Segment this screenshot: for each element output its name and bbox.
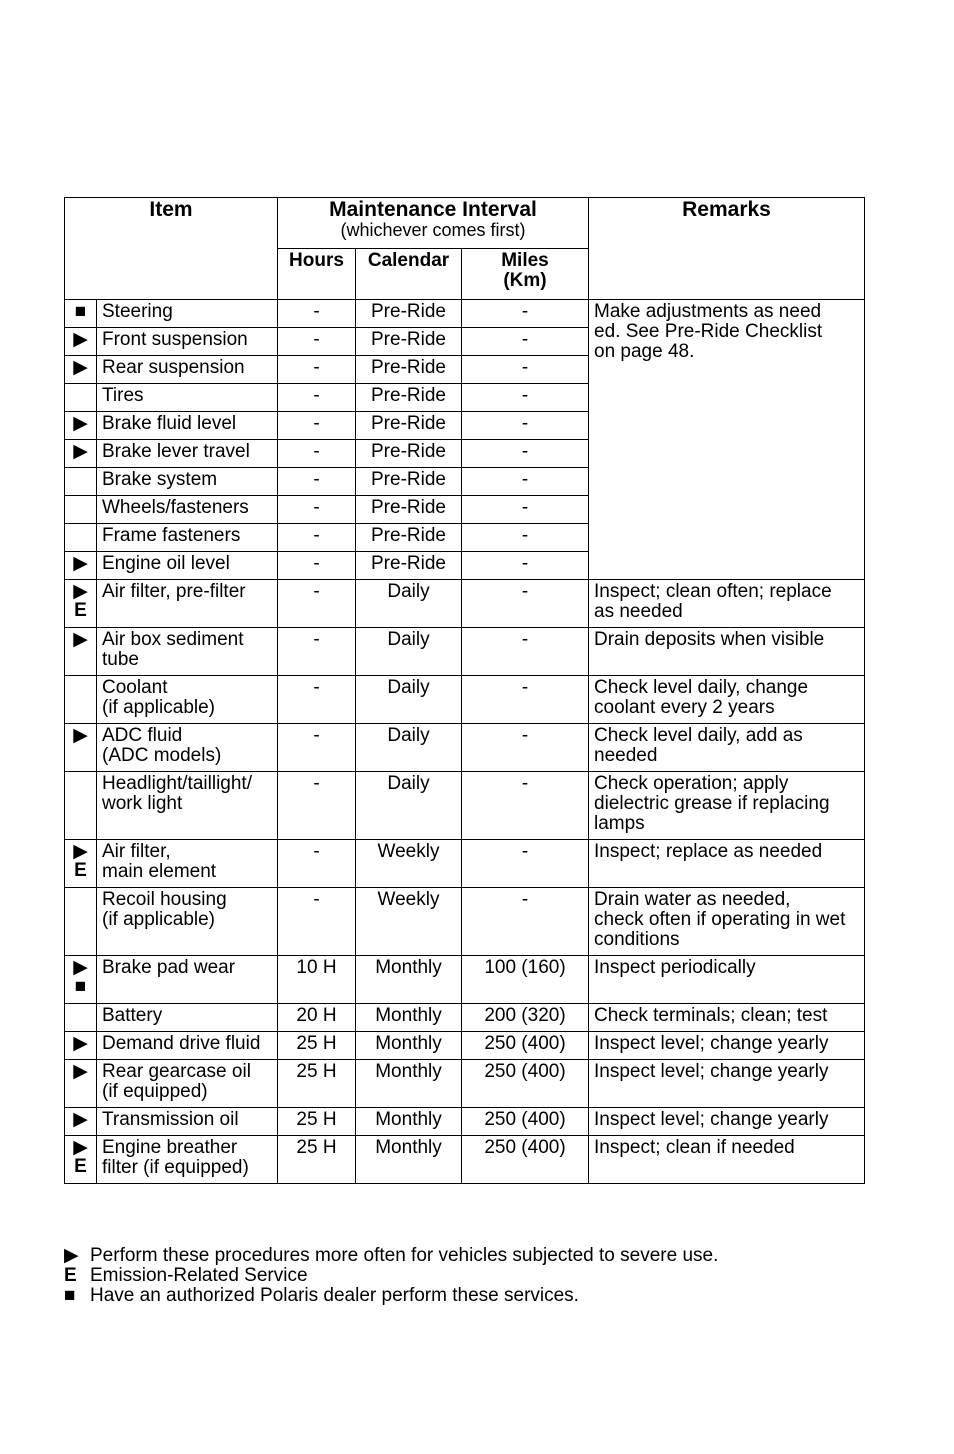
row-symbol-icon: ▶: [73, 629, 88, 650]
row-item: Air filter, pre-filter: [97, 580, 278, 628]
row-miles: -: [462, 300, 589, 328]
row-symbol: [65, 356, 97, 384]
row-symbol: [65, 676, 97, 724]
legend-item-severe-use: [64, 1246, 718, 1266]
row-symbol-icon: ▶: [73, 357, 88, 378]
row-symbol-icon: ▶: [73, 1033, 88, 1054]
row-symbol: [65, 412, 97, 440]
row-item: ADC fluid (ADC models): [97, 724, 278, 772]
row-hours: -: [278, 328, 356, 356]
row-calendar: Pre-Ride: [356, 524, 462, 552]
row-calendar: Monthly: [356, 1060, 462, 1108]
row-symbol: [65, 468, 97, 496]
row-symbol-icon: ▶: [73, 441, 88, 462]
row-remarks: Check level daily, add as needed: [589, 724, 865, 772]
row-calendar: Pre-Ride: [356, 384, 462, 412]
table-row: [65, 1004, 865, 1032]
row-hours: 10 H: [278, 956, 356, 1004]
row-symbol: [65, 1136, 97, 1184]
row-calendar: Pre-Ride: [356, 328, 462, 356]
row-hours: -: [278, 356, 356, 384]
row-hours: -: [278, 888, 356, 956]
table-row: [65, 772, 865, 840]
row-symbol-icon: ▶: [73, 553, 88, 574]
header-item: Item: [65, 198, 278, 300]
row-item: Brake fluid level: [97, 412, 278, 440]
row-remarks: Inspect level; change yearly: [589, 1032, 865, 1060]
row-miles: -: [462, 328, 589, 356]
row-calendar: Pre-Ride: [356, 440, 462, 468]
row-item: Steering: [97, 300, 278, 328]
row-miles: 250 (400): [462, 1108, 589, 1136]
table-row: [65, 300, 865, 328]
row-item: Engine oil level: [97, 552, 278, 580]
table-row: [65, 1032, 865, 1060]
row-symbol: [65, 328, 97, 356]
row-calendar: Pre-Ride: [356, 468, 462, 496]
row-remarks: Inspect; replace as needed: [589, 840, 865, 888]
row-symbol: [65, 384, 97, 412]
row-miles: 250 (400): [462, 1032, 589, 1060]
row-calendar: Pre-Ride: [356, 552, 462, 580]
row-hours: -: [278, 524, 356, 552]
row-miles: -: [462, 384, 589, 412]
row-item: Transmission oil: [97, 1108, 278, 1136]
row-hours: -: [278, 724, 356, 772]
row-item: Brake system: [97, 468, 278, 496]
header-interval-note: (whichever comes first): [340, 220, 526, 240]
row-hours: -: [278, 628, 356, 676]
row-hours: -: [278, 440, 356, 468]
row-calendar: Monthly: [356, 956, 462, 1004]
row-miles: -: [462, 580, 589, 628]
row-remarks: Inspect periodically: [589, 956, 865, 1004]
row-miles: -: [462, 356, 589, 384]
row-hours: -: [278, 384, 356, 412]
row-hours: -: [278, 676, 356, 724]
row-miles: -: [462, 724, 589, 772]
table-row: [65, 580, 865, 628]
legend: [64, 1246, 718, 1306]
legend-item-emission: [64, 1266, 718, 1286]
table-row: [65, 724, 865, 772]
row-calendar: Daily: [356, 724, 462, 772]
row-calendar: Daily: [356, 772, 462, 840]
row-calendar: Monthly: [356, 1136, 462, 1184]
row-hours: -: [278, 412, 356, 440]
row-symbol-icon: ■: [74, 301, 87, 322]
row-calendar: Pre-Ride: [356, 412, 462, 440]
row-symbol-icon: ▶: [73, 329, 88, 350]
row-symbol-icon: ▶: [73, 413, 88, 434]
row-symbol: [65, 524, 97, 552]
row-miles: -: [462, 772, 589, 840]
row-symbol-icon: ▶: [73, 841, 88, 862]
legend-text: Perform these procedures more often for vehicles subjected to severe use.: [90, 1245, 719, 1266]
row-hours: 25 H: [278, 1032, 356, 1060]
maintenance-table: [64, 197, 865, 1184]
row-symbol: [65, 724, 97, 772]
row-miles: -: [462, 412, 589, 440]
row-miles: 250 (400): [462, 1060, 589, 1108]
row-hours: -: [278, 772, 356, 840]
row-remarks: Inspect level; change yearly: [589, 1060, 865, 1108]
row-miles: -: [462, 628, 589, 676]
row-item: Brake lever travel: [97, 440, 278, 468]
square-icon: ■: [64, 1285, 76, 1306]
row-symbol-icon: ▶: [73, 581, 88, 602]
row-item: Tires: [97, 384, 278, 412]
table-row: [65, 840, 865, 888]
row-item: Rear suspension: [97, 356, 278, 384]
row-symbol: [65, 580, 97, 628]
row-miles: -: [462, 524, 589, 552]
row-item: Wheels/fasteners: [97, 496, 278, 524]
row-item: Coolant (if applicable): [97, 676, 278, 724]
row-miles: 200 (320): [462, 1004, 589, 1032]
row-hours: -: [278, 580, 356, 628]
row-miles: -: [462, 440, 589, 468]
row-remarks: Check operation; apply dielectric grease if replacing lamps: [589, 772, 865, 840]
row-remarks-preride: Make adjustments as need ed. See Pre-Ride Checklist on page 48.: [589, 300, 865, 580]
row-symbol: [65, 1060, 97, 1108]
row-calendar: Pre-Ride: [356, 300, 462, 328]
header-calendar: Calendar: [356, 249, 462, 300]
row-remarks: Drain water as needed, check often if operating in wet conditions: [589, 888, 865, 956]
row-hours: 25 H: [278, 1136, 356, 1184]
row-remarks: Drain deposits when visible: [589, 628, 865, 676]
triangle-icon: ▶: [64, 1245, 79, 1266]
row-remarks: Inspect; clean if needed: [589, 1136, 865, 1184]
row-remarks: Inspect level; change yearly: [589, 1108, 865, 1136]
legend-text: Have an authorized Polaris dealer perform these services.: [90, 1285, 579, 1306]
row-calendar: Weekly: [356, 888, 462, 956]
header-interval-title: Maintenance Interval: [329, 198, 537, 221]
row-symbol: [65, 1108, 97, 1136]
row-symbol-icon: ▶: [73, 725, 88, 746]
row-symbol: [65, 888, 97, 956]
row-symbol: [65, 1032, 97, 1060]
table-row: [65, 628, 865, 676]
table-body: [65, 300, 865, 1184]
row-miles: -: [462, 552, 589, 580]
row-miles: -: [462, 468, 589, 496]
row-item: Recoil housing (if applicable): [97, 888, 278, 956]
row-hours: -: [278, 468, 356, 496]
table-row: [65, 676, 865, 724]
row-calendar: Monthly: [356, 1032, 462, 1060]
header-remarks: Remarks: [589, 198, 865, 300]
row-miles: -: [462, 840, 589, 888]
row-item: Front suspension: [97, 328, 278, 356]
row-calendar: Daily: [356, 628, 462, 676]
table-row: [65, 1136, 865, 1184]
legend-item-dealer: [64, 1286, 718, 1306]
legend-text: Emission-Related Service: [90, 1265, 308, 1286]
row-symbol-secondary-icon: ■: [74, 976, 87, 997]
row-miles: -: [462, 496, 589, 524]
row-hours: -: [278, 300, 356, 328]
row-item: Air filter, main element: [97, 840, 278, 888]
table-row: [65, 888, 865, 956]
table-row: [65, 1060, 865, 1108]
row-item: Battery: [97, 1004, 278, 1032]
table-row: [65, 1108, 865, 1136]
row-symbol: [65, 956, 97, 1004]
row-hours: -: [278, 496, 356, 524]
row-calendar: Daily: [356, 676, 462, 724]
row-symbol: [65, 300, 97, 328]
row-hours: 25 H: [278, 1060, 356, 1108]
header-miles: Miles (Km): [462, 249, 589, 300]
row-remarks: Check level daily, change coolant every 2 years: [589, 676, 865, 724]
row-hours: -: [278, 552, 356, 580]
row-item: Headlight/taillight/ work light: [97, 772, 278, 840]
row-item: Frame fasteners: [97, 524, 278, 552]
row-symbol-icon: ▶: [73, 957, 88, 978]
row-symbol-secondary-icon: E: [74, 1156, 87, 1177]
row-symbol-secondary-icon: E: [74, 600, 87, 621]
row-symbol-icon: ▶: [73, 1061, 88, 1082]
row-hours: -: [278, 840, 356, 888]
row-symbol-icon: ▶: [73, 1137, 88, 1158]
row-item: Demand drive fluid: [97, 1032, 278, 1060]
row-symbol-secondary-icon: E: [74, 860, 87, 881]
row-item: Engine breather filter (if equipped): [97, 1136, 278, 1184]
emission-e-icon: E: [64, 1265, 77, 1286]
row-item: Rear gearcase oil (if equipped): [97, 1060, 278, 1108]
row-symbol: [65, 772, 97, 840]
row-remarks: Inspect; clean often; replace as needed: [589, 580, 865, 628]
row-symbol: [65, 1004, 97, 1032]
row-miles: -: [462, 676, 589, 724]
row-item: Brake pad wear: [97, 956, 278, 1004]
row-symbol: [65, 440, 97, 468]
row-calendar: Daily: [356, 580, 462, 628]
row-calendar: Pre-Ride: [356, 496, 462, 524]
row-symbol: [65, 628, 97, 676]
row-miles: 250 (400): [462, 1136, 589, 1184]
row-miles: 100 (160): [462, 956, 589, 1004]
row-calendar: Monthly: [356, 1108, 462, 1136]
row-symbol: [65, 840, 97, 888]
row-calendar: Monthly: [356, 1004, 462, 1032]
row-hours: 20 H: [278, 1004, 356, 1032]
header-hours: Hours: [278, 249, 356, 300]
row-miles: -: [462, 888, 589, 956]
table-row: [65, 956, 865, 1004]
row-hours: 25 H: [278, 1108, 356, 1136]
row-symbol-icon: ▶: [73, 1109, 88, 1130]
row-remarks: Check terminals; clean; test: [589, 1004, 865, 1032]
row-symbol: [65, 552, 97, 580]
row-calendar: Weekly: [356, 840, 462, 888]
row-item: Air box sediment tube: [97, 628, 278, 676]
header-maintenance-interval: [278, 198, 589, 249]
row-symbol: [65, 496, 97, 524]
row-calendar: Pre-Ride: [356, 356, 462, 384]
